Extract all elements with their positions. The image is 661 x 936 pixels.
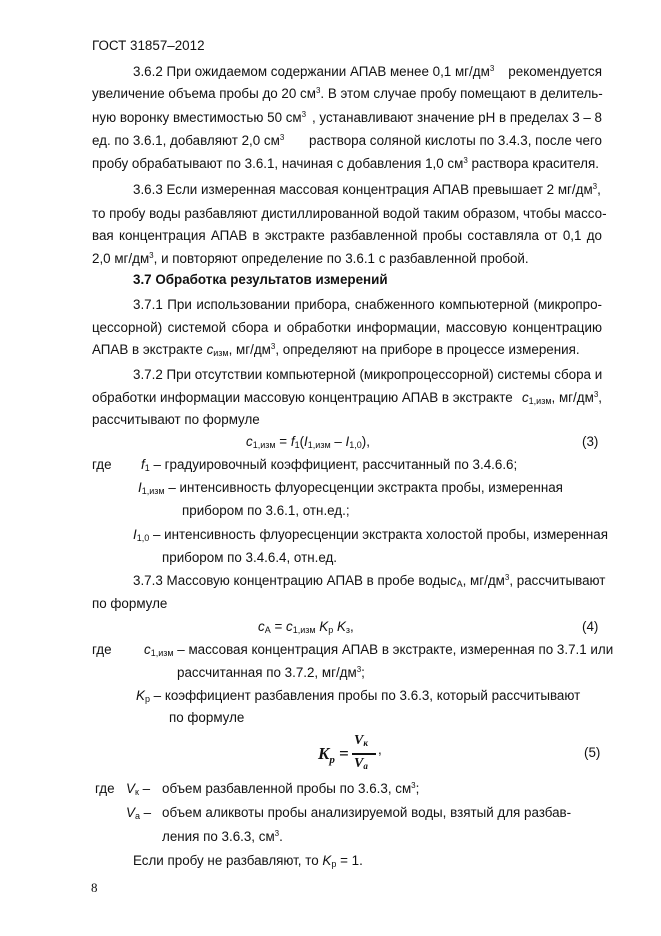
- paragraph-3-7-3-line-2: по формуле: [92, 596, 168, 611]
- paragraph-3-6-3-line-4: 2,0 $мг/дм^3$, и повторяют определение по 3.6.1 с разбавленной пробой.: [92, 251, 529, 266]
- where-3-I0: $I_{1,0}$ – интенсивность флуоресценции экстракта холостой пробы, измеренная: [133, 527, 609, 543]
- where-3-I0-cont: прибором по 3.4.6.4, отн.ед.: [162, 550, 338, 565]
- where-label-3: где: [92, 457, 112, 472]
- formula-4-number: (4): [582, 619, 599, 634]
- paragraph-3-6-3-line-3: вая концентрация АПАВ в экстракте разбавленной пробы составляла от 0,1 до: [92, 228, 602, 243]
- where-4-Kp-cont: по формуле: [169, 710, 245, 725]
- where-5-Va-text: объем аликвоты пробы анализируемой воды, взятый для разбав-: [162, 805, 572, 820]
- where-4-c1: $c_{1,изм}$ – массовая концентрация АПАВ в экстракте, измеренная по 3.7.1 или: [144, 642, 614, 658]
- formula-3-number: (3): [582, 434, 599, 449]
- formula-5-numerator: $V_к$: [354, 733, 368, 748]
- paragraph-3-7-1-line-3: АПАВ в экстракте $с_{изм}$, $мг/дм^3$, определяют на приборе в процессе измерения.: [92, 342, 580, 358]
- paragraph-3-7-1-line-1: 3.7.1 При использовании прибора, снабженного компьютерной (микропро-: [133, 297, 602, 312]
- where-3-f1: $f_1$ – градуировочный коэффициент, рассчитанный по 3.4.6.6;: [141, 457, 518, 473]
- where-5-Vk-symbol: $V_к$ –: [126, 781, 151, 797]
- formula-4: $c_А = c_{1,изм}$ $K_р$ $K_з$,: [258, 619, 354, 635]
- paragraph-3-6-2-line-4: ед. по 3.6.1, добавляют 2,0 $см^3$ раствора соляной кислоты по 3.4.3, после чего: [92, 133, 602, 148]
- paragraph-3-6-2-line-2: увеличение объема пробы до 20 $см^3$ . В этом случае пробу помещают в делитель-: [92, 86, 603, 101]
- where-5-Vk-text: объем разбавленной пробы по 3.6.3, $см^3$;: [162, 781, 420, 796]
- page-number: 8: [91, 880, 98, 895]
- where-label-4: где: [92, 642, 112, 657]
- where-4-Kp: $K_р$ – коэффициент разбавления пробы по 3.6.3, который рассчитывают: [136, 688, 581, 704]
- paragraph-3-6-2-line-3: ную воронку вместимостью 50 $см^3$ , устанавливают значение рН в пределах 3 – 8: [92, 110, 602, 125]
- section-heading-3-7: 3.7 Обработка результатов измерений: [133, 272, 388, 287]
- paragraph-3-7-1-line-2: цессорной) системой сбора и обработки информации, массовую концентрацию: [92, 320, 602, 335]
- paragraph-3-7-3-line-1: 3.7.3 Массовую концентрацию АПАВ в пробе воды $с_А$, $мг/дм^3$, рассчитывают: [133, 573, 606, 589]
- where-5-Va-cont: ления по 3.6.3, $см^3$.: [162, 829, 283, 844]
- formula-5-fraction-bar: [352, 753, 376, 755]
- where-label-5: где: [95, 781, 115, 796]
- paragraph-3-6-2-line-1: 3.6.2 При ожидаемом содержании АПАВ менее 0,1 $мг/дм^3$ рекомендуется: [133, 64, 602, 79]
- where-5-Va-symbol: $V_а$ –: [126, 805, 152, 821]
- document-header: ГОСТ 31857–2012: [92, 38, 205, 53]
- formula-5-number: (5): [584, 745, 601, 760]
- paragraph-3-6-2-line-5: пробу обрабатывают по 3.6.1, начиная с добавления 1,0 $см^3$ раствора красителя.: [92, 156, 599, 171]
- where-3-I1: $I_{1,изм}$ – интенсивность флуоресценции экстракта пробы, измеренная: [138, 480, 563, 496]
- formula-3: $c_{1,изм} = f_1(I_{1,изм} - I_{1,0})$,: [246, 434, 370, 450]
- formula-5-denominator: $V_a$: [354, 756, 368, 771]
- paragraph-3-7-2-line-2: обработки информации массовую концентрацию АПАВ в экстракте $с_{1,изм}$, $мг/дм^3$,: [92, 390, 602, 406]
- final-sentence: Если пробу не разбавляют, то $K_р = 1$.: [133, 853, 363, 869]
- where-3-I1-cont: прибором по 3.6.1, отн.ед.;: [182, 503, 350, 518]
- formula-5-lhs: $K_p$ =: [318, 744, 349, 766]
- paragraph-3-6-3-line-1: 3.6.3 Если измеренная массовая концентрация АПАВ превышает 2 $мг/дм^3$,: [133, 182, 601, 197]
- paragraph-3-7-2-line-1: 3.7.2 При отсутствии компьютерной (микропроцессорной) системы сбора и: [133, 367, 603, 382]
- where-4-c1-cont: рассчитанная по 3.7.2, $мг/дм^3$;: [177, 665, 365, 680]
- paragraph-3-6-3-line-2: то пробу воды разбавляют дистиллированной водой таким образом, чтобы массо-: [92, 206, 607, 221]
- formula-5-comma: ,: [378, 742, 382, 757]
- paragraph-3-7-2-line-3: рассчитывают по формуле: [92, 412, 260, 427]
